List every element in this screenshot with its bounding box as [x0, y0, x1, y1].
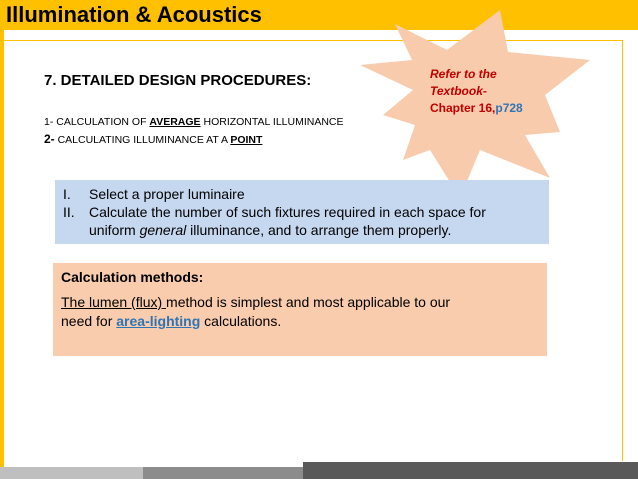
refer-line-3	[430, 100, 523, 117]
calc-text-2: need for	[61, 313, 117, 329]
item2-number: 2-	[44, 132, 55, 146]
step-2-line2-pre: uniform	[89, 222, 140, 238]
item1-prefix: 1- CALCULATION OF	[44, 116, 150, 128]
step-2-line1: Calculate the number of such fixtures required in each space for	[89, 204, 486, 220]
lumen-method: The lumen (flux)	[61, 294, 167, 310]
footer-bar-mid	[143, 467, 303, 479]
calc-text-3: calculations.	[200, 313, 282, 329]
step-2-line2-emphasis: general	[139, 222, 187, 238]
item2-emphasis: POINT	[230, 134, 263, 146]
section-heading: 7. DETAILED DESIGN PROCEDURES:	[44, 72, 312, 89]
procedure-item-2	[44, 132, 262, 146]
calc-description	[61, 293, 536, 331]
footer-bar-light	[0, 467, 143, 479]
step-1	[63, 185, 245, 203]
refer-page: p728	[495, 101, 523, 115]
steps-box	[55, 180, 549, 244]
calc-title: Calculation methods:	[61, 269, 204, 285]
step-1-number: I.	[63, 186, 71, 202]
refer-chapter: Chapter 16,	[430, 101, 496, 115]
item2-prefix: CALCULATING ILLUMINANCE AT A	[54, 134, 231, 146]
textbook-reference	[430, 66, 523, 117]
step-2	[63, 203, 486, 221]
calc-text-1: method is simplest and most applicable to our	[166, 294, 451, 310]
procedure-item-1	[44, 116, 344, 128]
item1-emphasis: AVERAGE	[149, 116, 201, 128]
item1-suffix: HORIZONTAL ILLUMINANCE	[200, 116, 344, 128]
calculation-methods-box	[53, 263, 547, 356]
step-2-number: II.	[63, 204, 75, 220]
step-1-text: Select a proper luminaire	[89, 186, 245, 202]
refer-line-2: Textbook-	[430, 84, 487, 98]
footer-bar-dark	[303, 462, 638, 479]
step-2-line2-post: illuminance, and to arrange them properly.	[186, 222, 452, 238]
slide-title: Illumination & Acoustics	[6, 2, 262, 27]
step-2-continuation	[89, 221, 451, 239]
refer-line-1: Refer to the	[430, 67, 497, 81]
area-lighting-link[interactable]: area-lighting	[116, 313, 201, 329]
